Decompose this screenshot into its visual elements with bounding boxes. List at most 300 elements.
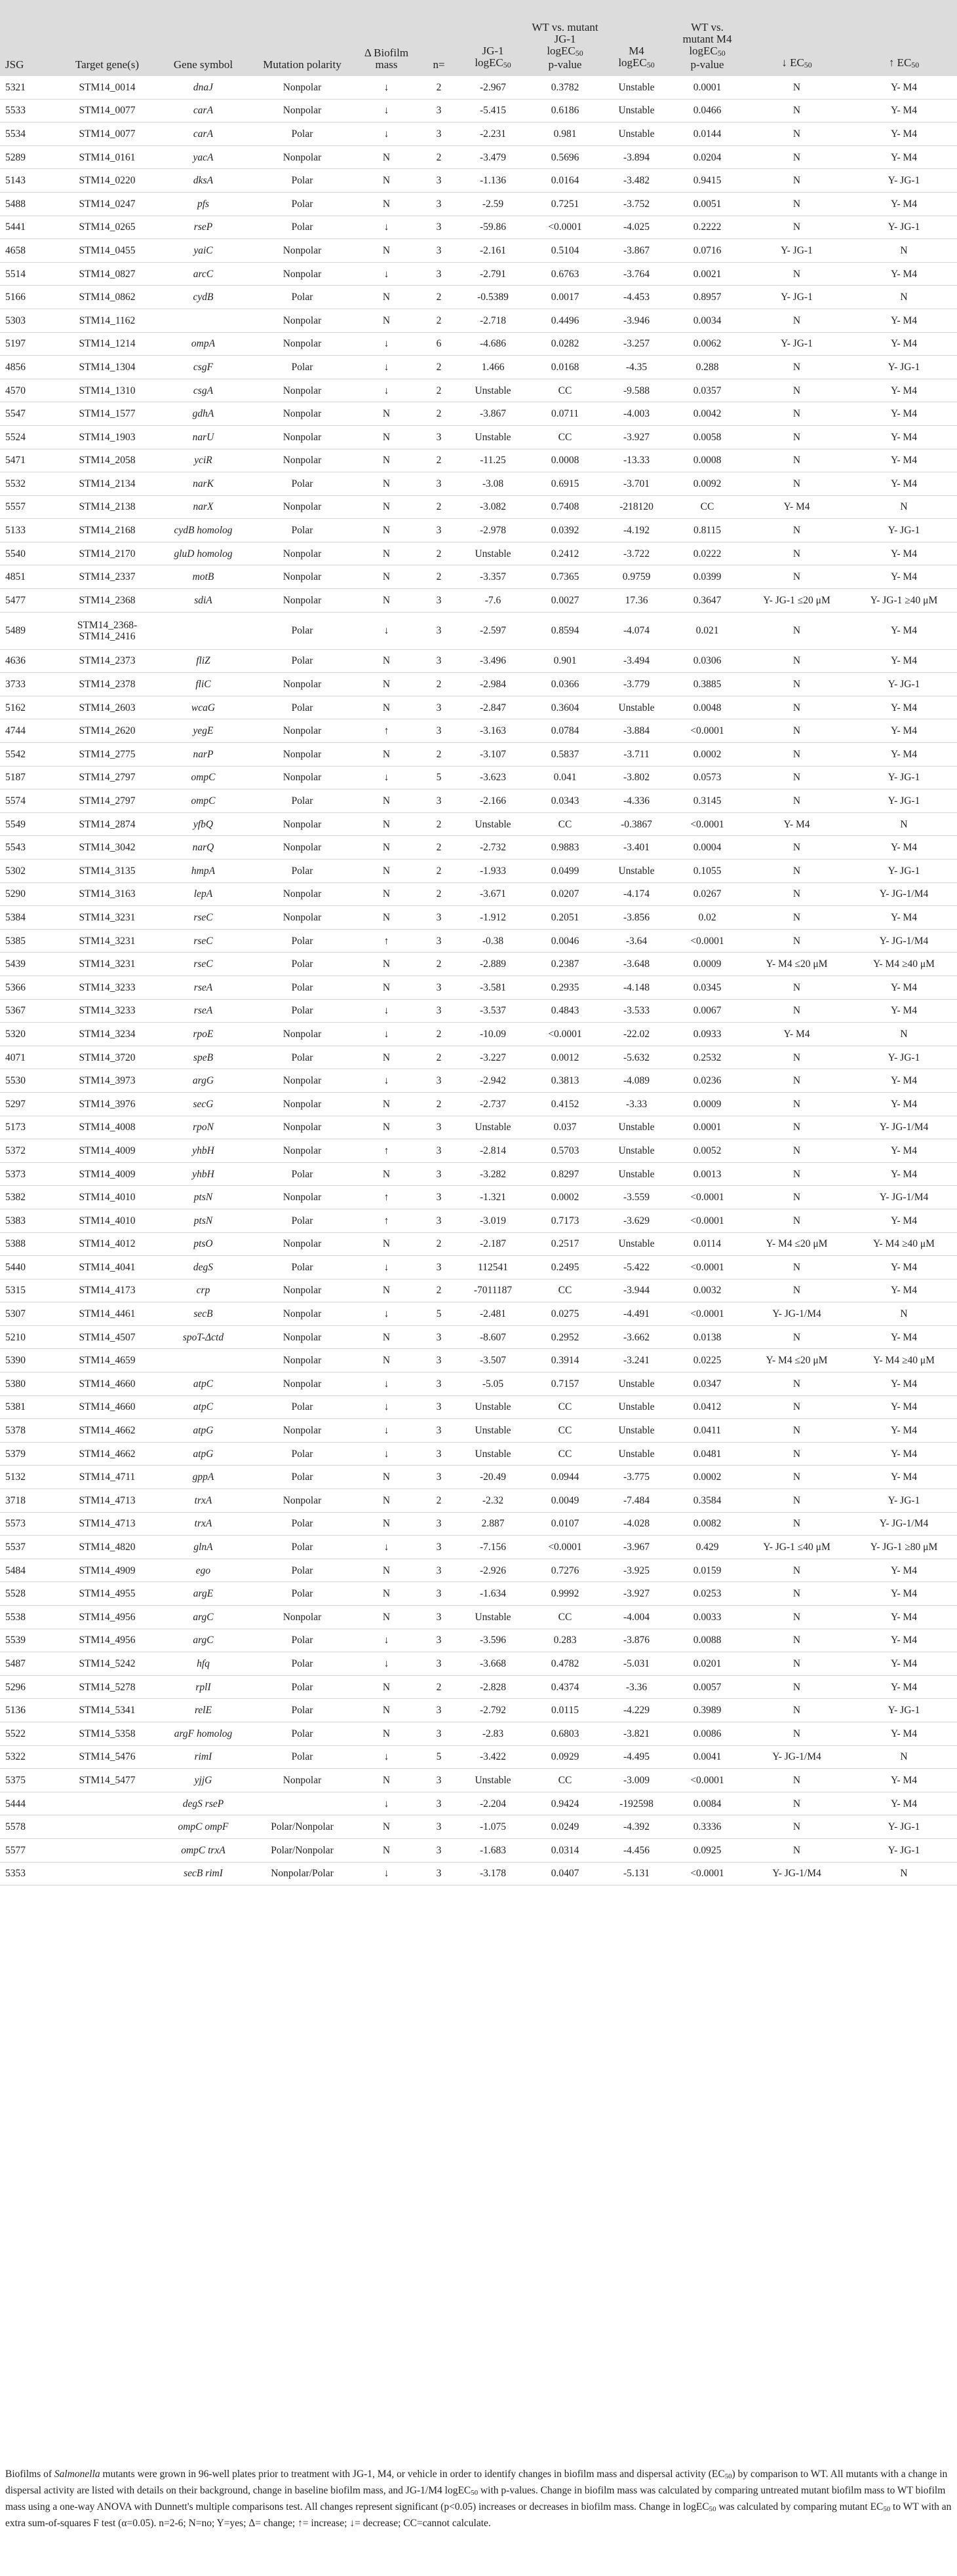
gene-symbol-cell: gppA [154,1466,252,1489]
biofilm-change-cell: N [352,1466,421,1489]
biofilm-change-cell: ↓ [352,379,421,402]
header-delta-biofilm: Δ Biofilm mass [352,0,421,76]
table-row [0,1489,957,1513]
m4-pvalue-cell: 0.0306 [672,649,743,673]
decrease-ec50-cell: N [743,1256,851,1279]
table-row [0,286,957,309]
table-row [0,99,957,123]
table-row [0,1815,957,1839]
header-wt-vs-mutant-jg1: WT vs. mutant JG-1 logEC$_{50}$ p-value [529,0,601,76]
decrease-ec50-cell: N [743,356,851,379]
jg1-logec50-cell: 112541 [457,1256,529,1279]
jg1-pvalue-cell: 0.6186 [529,99,601,123]
decrease-ec50-cell: Y- JG-1 [743,286,851,309]
target-gene-cell: STM14_4008 [60,1116,154,1139]
gene-symbol-cell: rpoE [154,1023,252,1046]
target-gene-cell [60,1838,154,1862]
jsg-cell: 5166 [0,286,60,309]
n-cell: 2 [421,495,457,519]
n-cell: 3 [421,1395,457,1419]
jg1-pvalue-cell: 0.4496 [529,309,601,332]
m4-pvalue-cell: 0.0048 [672,696,743,719]
jg1-pvalue-cell: 0.4374 [529,1675,601,1699]
m4-logec50-cell: -22.02 [601,1023,672,1046]
jg1-logec50-cell: -3.019 [457,1209,529,1232]
m4-logec50-cell: Unstable [601,1395,672,1419]
mutation-polarity-cell: Nonpolar [252,882,352,906]
biofilm-change-cell: N [352,1815,421,1839]
gene-symbol-cell: carA [154,99,252,123]
decrease-ec50-cell: Y- M4 ≤20 μM [743,953,851,976]
table-row [0,76,957,99]
m4-pvalue-cell: 0.0357 [672,379,743,402]
decrease-ec50-cell: Y- M4 ≤20 μM [743,1232,851,1256]
n-cell: 3 [421,975,457,999]
header-mutation-polarity: Mutation polarity [252,0,352,76]
decrease-ec50-cell: N [743,262,851,286]
increase-ec50-cell: Y- M4 [851,1419,957,1443]
m4-pvalue-cell: 0.2222 [672,216,743,239]
m4-pvalue-cell: 0.0084 [672,1792,743,1815]
table-row [0,1395,957,1419]
decrease-ec50-cell: N [743,696,851,719]
jg1-logec50-cell: -1.683 [457,1838,529,1862]
table-row [0,1512,957,1536]
table-row [0,192,957,216]
m4-pvalue-cell: 0.0004 [672,836,743,860]
jsg-cell: 5162 [0,696,60,719]
target-gene-cell: STM14_2138 [60,495,154,519]
target-gene-cell: STM14_4820 [60,1536,154,1559]
decrease-ec50-cell: N [743,1139,851,1163]
decrease-ec50-cell: N [743,1209,851,1232]
target-gene-cell: STM14_3163 [60,882,154,906]
increase-ec50-cell: Y- M4 [851,1279,957,1302]
jsg-cell: 5549 [0,812,60,836]
target-gene-cell: STM14_2797 [60,766,154,789]
mutation-polarity-cell: Nonpolar [252,906,352,930]
biofilm-change-cell: ↓ [352,262,421,286]
table-row [0,812,957,836]
jg1-logec50-cell: 1.466 [457,356,529,379]
gene-symbol-cell: speB [154,1046,252,1069]
gene-symbol-cell: degS [154,1256,252,1279]
table-row [0,1232,957,1256]
decrease-ec50-cell: N [743,519,851,542]
jg1-pvalue-cell: 0.2387 [529,953,601,976]
target-gene-cell: STM14_3976 [60,1092,154,1116]
target-gene-cell: STM14_3231 [60,953,154,976]
header-increase-ec50: ↑ $EC_{50}$ [851,0,957,76]
increase-ec50-cell: Y- M4 [851,1769,957,1792]
target-gene-cell: STM14_4955 [60,1582,154,1606]
biofilm-change-cell: ↓ [352,1862,421,1885]
n-cell: 3 [421,719,457,743]
target-gene-cell: STM14_3233 [60,975,154,999]
mutation-polarity-cell: Nonpolar [252,589,352,613]
n-cell: 2 [421,860,457,883]
biofilm-change-cell: ↓ [352,1792,421,1815]
jg1-logec50-cell: -3.496 [457,649,529,673]
jsg-cell: 5539 [0,1629,60,1652]
decrease-ec50-cell: N [743,1629,851,1652]
jg1-logec50-cell: Unstable [457,1769,529,1792]
m4-logec50-cell: -3.701 [601,472,672,496]
gene-symbol-cell: yciR [154,449,252,472]
jsg-cell: 5385 [0,929,60,953]
m4-logec50-cell: -3.36 [601,1675,672,1699]
mutation-polarity-cell: Polar [252,1466,352,1489]
n-cell: 3 [421,929,457,953]
m4-pvalue-cell: 0.2532 [672,1046,743,1069]
jg1-logec50-cell: -2.231 [457,123,529,146]
mutation-polarity-cell: Polar [252,860,352,883]
m4-logec50-cell: -3.533 [601,999,672,1023]
target-gene-cell: STM14_3233 [60,999,154,1023]
jsg-cell: 5320 [0,1023,60,1046]
table-row [0,836,957,860]
increase-ec50-cell: Y- JG-1 [851,519,957,542]
table-row [0,169,957,193]
increase-ec50-cell: Y- M4 [851,145,957,169]
m4-logec50-cell: -4.089 [601,1069,672,1093]
gene-symbol-cell: narU [154,425,252,449]
mutation-polarity-cell: Polar [252,1675,352,1699]
increase-ec50-cell: Y- JG-1 [851,789,957,813]
gene-symbol-cell: yfbQ [154,812,252,836]
jg1-pvalue-cell: 0.5696 [529,145,601,169]
jsg-cell: 5542 [0,743,60,767]
jg1-pvalue-cell: 0.0046 [529,929,601,953]
biofilm-change-cell: N [352,1699,421,1722]
m4-logec50-cell: -13.33 [601,449,672,472]
gene-symbol-cell: atpC [154,1373,252,1396]
jsg-cell: 5381 [0,1395,60,1419]
n-cell: 3 [421,1582,457,1606]
jg1-logec50-cell: -2.814 [457,1139,529,1163]
increase-ec50-cell: Y- M4 [851,309,957,332]
biofilm-change-cell: N [352,1046,421,1069]
gene-symbol-cell: crp [154,1279,252,1302]
n-cell: 3 [421,123,457,146]
biofilm-change-cell: ↓ [352,1419,421,1443]
jsg-cell: 5537 [0,1536,60,1559]
biofilm-change-cell: N [352,906,421,930]
n-cell: 3 [421,1325,457,1349]
mutation-polarity-cell: Polar [252,1722,352,1745]
target-gene-cell: STM14_0014 [60,76,154,99]
m4-logec50-cell: -3.33 [601,1092,672,1116]
jsg-cell: 5384 [0,906,60,930]
gene-symbol-cell: gdhA [154,402,252,426]
table-row [0,1023,957,1046]
jsg-cell: 5471 [0,449,60,472]
m4-pvalue-cell: <0.0001 [672,1186,743,1209]
gene-symbol-cell: fliZ [154,649,252,673]
jg1-logec50-cell: -3.507 [457,1349,529,1373]
m4-logec50-cell: -4.453 [601,286,672,309]
header-m4-logec50: M4 logEC$_{50}$ [601,0,672,76]
n-cell: 3 [421,1373,457,1396]
m4-logec50-cell: Unstable [601,1139,672,1163]
increase-ec50-cell: Y- M4 [851,449,957,472]
increase-ec50-cell: Y- M4 [851,123,957,146]
decrease-ec50-cell: N [743,1373,851,1396]
decrease-ec50-cell: N [743,1512,851,1536]
m4-logec50-cell: -3.752 [601,192,672,216]
decrease-ec50-cell: N [743,1559,851,1582]
decrease-ec50-cell: N [743,1675,851,1699]
jsg-cell: 5132 [0,1466,60,1489]
jg1-logec50-cell: Unstable [457,1116,529,1139]
m4-logec50-cell: -3.559 [601,1186,672,1209]
biofilm-change-cell: N [352,649,421,673]
jsg-cell: 5143 [0,169,60,193]
table-row [0,1162,957,1186]
gene-symbol-cell: dnaJ [154,76,252,99]
n-cell: 2 [421,76,457,99]
m4-pvalue-cell: 0.0138 [672,1325,743,1349]
biofilm-change-cell: N [352,696,421,719]
increase-ec50-cell: Y- JG-1 ≥40 μM [851,589,957,613]
gene-symbol-cell: dksA [154,169,252,193]
mutation-polarity-cell: Polar [252,1442,352,1466]
target-gene-cell: STM14_4956 [60,1606,154,1629]
m4-pvalue-cell: 0.0042 [672,402,743,426]
jg1-logec50-cell: Unstable [457,542,529,565]
gene-symbol-cell: narP [154,743,252,767]
jsg-cell: 5187 [0,766,60,789]
decrease-ec50-cell: N [743,565,851,589]
increase-ec50-cell: N [851,1023,957,1046]
m4-pvalue-cell: 0.0925 [672,1838,743,1862]
m4-pvalue-cell: 0.0009 [672,1092,743,1116]
mutation-polarity-cell: Nonpolar [252,1279,352,1302]
n-cell: 3 [421,1116,457,1139]
jsg-cell: 5353 [0,1862,60,1885]
jg1-pvalue-cell: 0.3782 [529,76,601,99]
mutation-polarity-cell: Polar [252,1559,352,1582]
table-row [0,262,957,286]
table-row [0,1302,957,1326]
jsg-cell: 5307 [0,1302,60,1326]
decrease-ec50-cell: N [743,649,851,673]
mutation-polarity-cell: Nonpolar [252,1769,352,1792]
increase-ec50-cell: Y- M4 [851,1606,957,1629]
m4-logec50-cell: -3.894 [601,145,672,169]
gene-symbol-cell: csgF [154,356,252,379]
m4-logec50-cell: -3.662 [601,1325,672,1349]
jsg-cell: 4658 [0,239,60,263]
biofilm-change-cell: ↓ [352,999,421,1023]
target-gene-cell: STM14_5358 [60,1722,154,1745]
target-gene-cell: STM14_4711 [60,1466,154,1489]
m4-pvalue-cell: 0.0062 [672,332,743,356]
increase-ec50-cell: Y- JG-1/M4 [851,1116,957,1139]
biofilm-change-cell: N [352,743,421,767]
m4-pvalue-cell: 0.0412 [672,1395,743,1419]
gene-symbol-cell: ompC ompF [154,1815,252,1839]
gene-symbol-cell: spoT-Δctd [154,1325,252,1349]
decrease-ec50-cell: N [743,1279,851,1302]
biofilm-change-cell: ↑ [352,1186,421,1209]
increase-ec50-cell: Y- JG-1 [851,169,957,193]
increase-ec50-cell: N [851,239,957,263]
decrease-ec50-cell: Y- M4 [743,1023,851,1046]
mutation-polarity-cell [252,1792,352,1815]
table-row [0,519,957,542]
increase-ec50-cell: Y- M4 [851,975,957,999]
m4-logec50-cell: -3.257 [601,332,672,356]
n-cell: 2 [421,449,457,472]
mutation-polarity-cell: Nonpolar [252,1489,352,1513]
target-gene-cell: STM14_0220 [60,169,154,193]
target-gene-cell: STM14_5278 [60,1675,154,1699]
biofilm-change-cell: N [352,1489,421,1513]
jsg-cell: 3733 [0,673,60,696]
mutation-polarity-cell: Polar [252,789,352,813]
m4-pvalue-cell: <0.0001 [672,812,743,836]
jg1-logec50-cell: -3.422 [457,1745,529,1769]
target-gene-cell: STM14_2058 [60,449,154,472]
mutation-polarity-cell: Polar [252,1512,352,1536]
biofilm-change-cell: N [352,789,421,813]
increase-ec50-cell: N [851,812,957,836]
jsg-cell: 5524 [0,425,60,449]
target-gene-cell: STM14_4659 [60,1349,154,1373]
n-cell: 2 [421,743,457,767]
decrease-ec50-cell: Y- M4 [743,495,851,519]
jg1-pvalue-cell: 0.7157 [529,1373,601,1396]
biofilm-change-cell: N [352,1512,421,1536]
n-cell: 5 [421,766,457,789]
biofilm-change-cell: ↓ [352,1652,421,1676]
m4-logec50-cell: -4.229 [601,1699,672,1722]
table-row [0,743,957,767]
mutation-polarity-cell: Nonpolar [252,1606,352,1629]
mutation-polarity-cell: Nonpolar [252,1069,352,1093]
m4-pvalue-cell: 0.0001 [672,1116,743,1139]
table-row [0,999,957,1023]
jsg-cell: 5197 [0,332,60,356]
jg1-logec50-cell: -1.912 [457,906,529,930]
m4-logec50-cell: -5.031 [601,1652,672,1676]
n-cell: 3 [421,1069,457,1093]
table-row [0,766,957,789]
target-gene-cell: STM14_1903 [60,425,154,449]
m4-logec50-cell: Unstable [601,1162,672,1186]
target-gene-cell: STM14_2368- STM14_2416 [60,612,154,649]
jg1-pvalue-cell: 0.8297 [529,1162,601,1186]
target-gene-cell: STM14_4660 [60,1395,154,1419]
increase-ec50-cell: Y- M4 ≥40 μM [851,1349,957,1373]
increase-ec50-cell: Y- JG-1 [851,1489,957,1513]
table-footnote: Biofilms of Salmonella mutants were grown in 96-well plates prior to treatment with JG-1, M4, or vehicle in order to identify changes in biofilm mass and dispersal activity $(EC_{50})$ by comparison to WT. All mutants with a change in dispersal activity are listed with details on their background, change in baseline biofilm mass, and JG-1/M4 logEC$_{50}$ with p-values. Change in biofilm mass was calculated by comparing untreated mutant biofilm mass to WT biofilm mass using a one-way ANOVA with Dunnett's multiple comparisons test. All changes represent significant (p<0.05) increases or decreases in biofilm mass. Change in logEC$_{50}$ was calculated by comparing mutant $EC_{50}$ to WT with an extra sum-of-squares F test (α=0.05). n=2-6; N=no; Y=yes; Δ= change; ↑= increase; ↓= decrease; CC=cannot calculate. [5,2469,952,2529]
m4-logec50-cell: -4.192 [601,519,672,542]
m4-logec50-cell: -4.148 [601,975,672,999]
decrease-ec50-cell: N [743,789,851,813]
jg1-logec50-cell: -2.978 [457,519,529,542]
n-cell: 2 [421,286,457,309]
m4-pvalue-cell: 0.8115 [672,519,743,542]
m4-pvalue-cell: 0.0082 [672,1512,743,1536]
n-cell: 2 [421,953,457,976]
jg1-logec50-cell: -0.5389 [457,286,529,309]
m4-pvalue-cell: 0.0033 [672,1606,743,1629]
n-cell: 6 [421,332,457,356]
jg1-pvalue-cell: 0.3604 [529,696,601,719]
m4-pvalue-cell: 0.0399 [672,565,743,589]
biofilm-change-cell: N [352,286,421,309]
gene-symbol-cell: csgA [154,379,252,402]
target-gene-cell: STM14_1162 [60,309,154,332]
biofilm-change-cell: ↓ [352,1256,421,1279]
biofilm-change-cell: ↓ [352,1442,421,1466]
target-gene-cell: STM14_4713 [60,1489,154,1513]
increase-ec50-cell: Y- M4 [851,1395,957,1419]
decrease-ec50-cell: N [743,929,851,953]
gene-symbol-cell: yhbH [154,1139,252,1163]
jg1-logec50-cell: -1.321 [457,1186,529,1209]
biofilm-change-cell: N [352,1162,421,1186]
m4-logec50-cell: -3.927 [601,1582,672,1606]
mutation-polarity-cell: Polar [252,929,352,953]
jsg-cell: 5388 [0,1232,60,1256]
gene-symbol-cell: cydB [154,286,252,309]
m4-pvalue-cell: 0.0088 [672,1629,743,1652]
table-row [0,589,957,613]
gene-symbol-cell: yacA [154,145,252,169]
jsg-cell: 5321 [0,76,60,99]
m4-logec50-cell: -3.241 [601,1349,672,1373]
mutation-polarity-cell: Polar [252,192,352,216]
n-cell: 3 [421,1419,457,1443]
mutation-polarity-cell: Polar [252,696,352,719]
table-row [0,1606,957,1629]
jsg-cell: 5383 [0,1209,60,1232]
m4-pvalue-cell: CC [672,495,743,519]
table-row [0,1466,957,1489]
jg1-logec50-cell: -2.166 [457,789,529,813]
increase-ec50-cell: Y- M4 [851,1652,957,1676]
m4-pvalue-cell: 0.0021 [672,262,743,286]
mutation-polarity-cell: Nonpolar [252,1092,352,1116]
table-row [0,356,957,379]
biofilm-change-cell: ↓ [352,1023,421,1046]
mutation-polarity-cell: Polar [252,1046,352,1069]
mutation-polarity-cell: Polar [252,123,352,146]
jg1-pvalue-cell: 0.5837 [529,743,601,767]
jg1-logec50-cell: -59.86 [457,216,529,239]
m4-logec50-cell: -3.802 [601,766,672,789]
decrease-ec50-cell: N [743,1092,851,1116]
jsg-cell: 5578 [0,1815,60,1839]
biofilm-change-cell: ↑ [352,719,421,743]
biofilm-change-cell: ↓ [352,1069,421,1093]
increase-ec50-cell: Y- M4 [851,1629,957,1652]
table-row [0,565,957,589]
mutation-polarity-cell: Nonpolar [252,542,352,565]
jsg-cell: 5528 [0,1582,60,1606]
m4-pvalue-cell: 0.0002 [672,1466,743,1489]
mutation-polarity-cell: Nonpolar [252,1349,352,1373]
increase-ec50-cell: Y- JG-1 ≥80 μM [851,1536,957,1559]
m4-pvalue-cell: 0.0008 [672,449,743,472]
target-gene-cell: STM14_4507 [60,1325,154,1349]
gene-symbol-cell: narK [154,472,252,496]
mutation-polarity-cell: Polar [252,1256,352,1279]
jg1-logec50-cell: -2.187 [457,1232,529,1256]
